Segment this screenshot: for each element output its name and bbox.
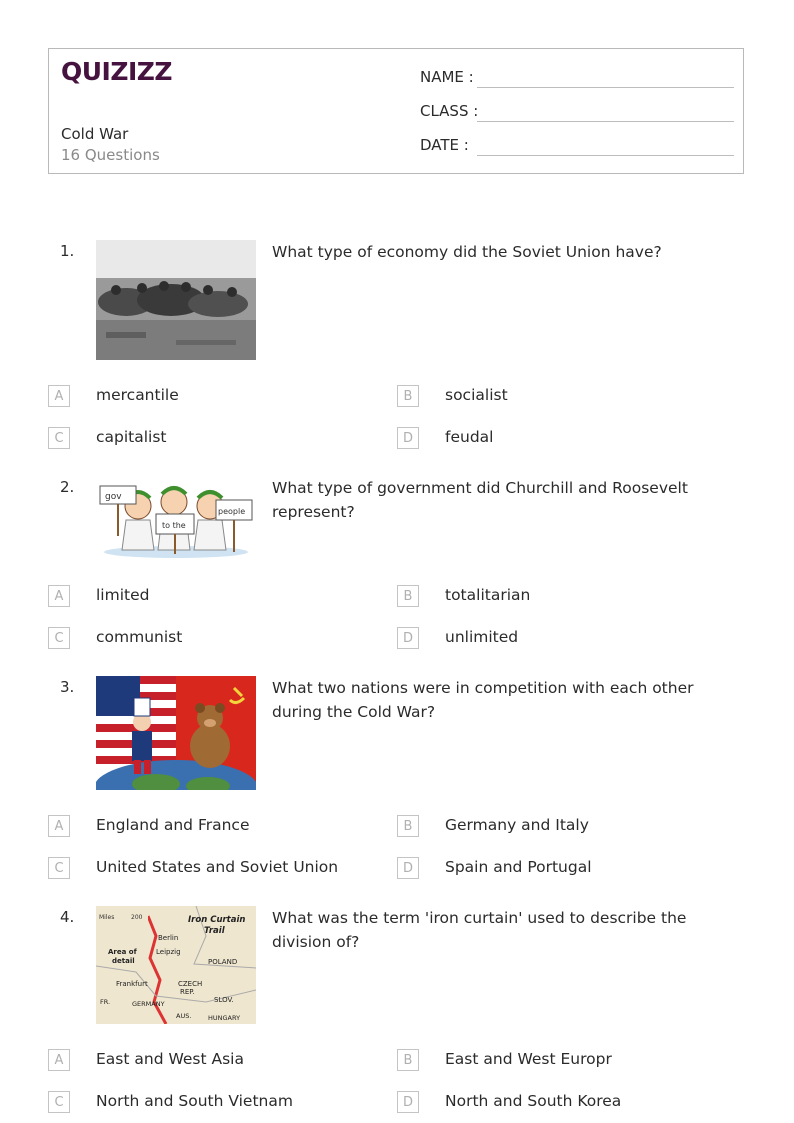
name-line[interactable] xyxy=(477,87,734,88)
option-letter-box: B xyxy=(397,1049,419,1071)
map-trail: Trail xyxy=(204,926,225,936)
map-iron-curtain: Iron Curtain xyxy=(188,915,246,925)
map-slov: SLOV. xyxy=(214,996,234,1004)
sign-people: people xyxy=(218,507,246,516)
option-text: North and South Korea xyxy=(445,1092,622,1110)
map-berlin: Berlin xyxy=(158,934,179,942)
name-label: NAME : xyxy=(420,68,474,86)
option-text: socialist xyxy=(445,386,508,404)
option-letter-box: A xyxy=(48,815,70,837)
option-letter-box: D xyxy=(397,427,419,449)
option-letter-box: B xyxy=(397,815,419,837)
name-field[interactable] xyxy=(420,66,734,90)
option-text: Germany and Italy xyxy=(445,816,589,834)
option-letter-box: A xyxy=(48,585,70,607)
map-czech: CZECH xyxy=(178,980,203,988)
question-count: 16 Questions xyxy=(61,146,160,164)
option-letter-box: C xyxy=(48,1091,70,1113)
map-aus: AUS. xyxy=(176,1012,192,1020)
date-field[interactable] xyxy=(420,134,734,158)
uncle-sam-bear-image xyxy=(96,676,256,790)
class-label: CLASS : xyxy=(420,102,479,120)
option-text: feudal xyxy=(445,428,494,446)
option-letter-box: B xyxy=(397,585,419,607)
question-text: What two nations were in competition with each other during the Cold War? xyxy=(272,679,694,721)
option-text: England and France xyxy=(96,816,250,834)
option-letter-box: B xyxy=(397,385,419,407)
option-letter-box: A xyxy=(48,385,70,407)
map-frankfurt: Frankfurt xyxy=(116,980,148,988)
map-scale: 200 xyxy=(131,914,143,921)
quiz-title: Cold War xyxy=(61,125,129,143)
option-letter-box: C xyxy=(48,427,70,449)
question-number: 1. xyxy=(60,242,75,260)
map-area-of: Area of xyxy=(108,948,137,956)
question-number: 2. xyxy=(60,478,75,496)
option-letter-box: C xyxy=(48,857,70,879)
option-letter-box: D xyxy=(397,857,419,879)
date-line[interactable] xyxy=(477,155,734,156)
option-letter-box: C xyxy=(48,627,70,649)
map-detail: detail xyxy=(112,957,135,965)
option-letter-box: D xyxy=(397,627,419,649)
question-text: What type of economy did the Soviet Union have? xyxy=(272,243,662,261)
question-text: What type of government did Churchill and Roosevelt represent? xyxy=(272,479,688,521)
map-hungary: HUNGARY xyxy=(208,1014,241,1022)
date-label: DATE : xyxy=(420,136,469,154)
sign-to-the: to the xyxy=(162,521,186,530)
people-signs-cartoon-image xyxy=(96,476,256,560)
map-miles: Miles xyxy=(99,914,115,921)
iron-curtain-map-image xyxy=(96,906,256,1024)
map-rep: REP. xyxy=(180,988,195,996)
map-fr: FR. xyxy=(100,998,111,1006)
question-text: What was the term 'iron curtain' used to describe the division of? xyxy=(272,909,687,951)
map-germany: GERMANY xyxy=(132,1000,165,1008)
option-text: East and West Europr xyxy=(445,1050,612,1068)
option-text: communist xyxy=(96,628,183,646)
option-text: unlimited xyxy=(445,628,519,646)
option-text: limited xyxy=(96,586,150,604)
soldiers-photo-image xyxy=(96,240,256,360)
option-text: East and West Asia xyxy=(96,1050,244,1068)
map-leipzig: Leipzig xyxy=(156,948,181,956)
quizizz-logo: QUIZIZZ xyxy=(61,57,173,86)
worksheet-header xyxy=(48,48,744,174)
option-text: North and South Vietnam xyxy=(96,1092,293,1110)
class-field[interactable] xyxy=(420,100,734,124)
class-line[interactable] xyxy=(477,121,734,122)
option-text: Spain and Portugal xyxy=(445,858,592,876)
option-letter-box: A xyxy=(48,1049,70,1071)
sign-gov: gov xyxy=(105,492,122,502)
option-text: capitalist xyxy=(96,428,167,446)
option-text: totalitarian xyxy=(445,586,531,604)
map-poland: POLAND xyxy=(208,958,238,966)
question-number: 4. xyxy=(60,908,75,926)
option-text: United States and Soviet Union xyxy=(96,858,339,876)
question-number: 3. xyxy=(60,678,75,696)
option-text: mercantile xyxy=(96,386,179,404)
option-letter-box: D xyxy=(397,1091,419,1113)
